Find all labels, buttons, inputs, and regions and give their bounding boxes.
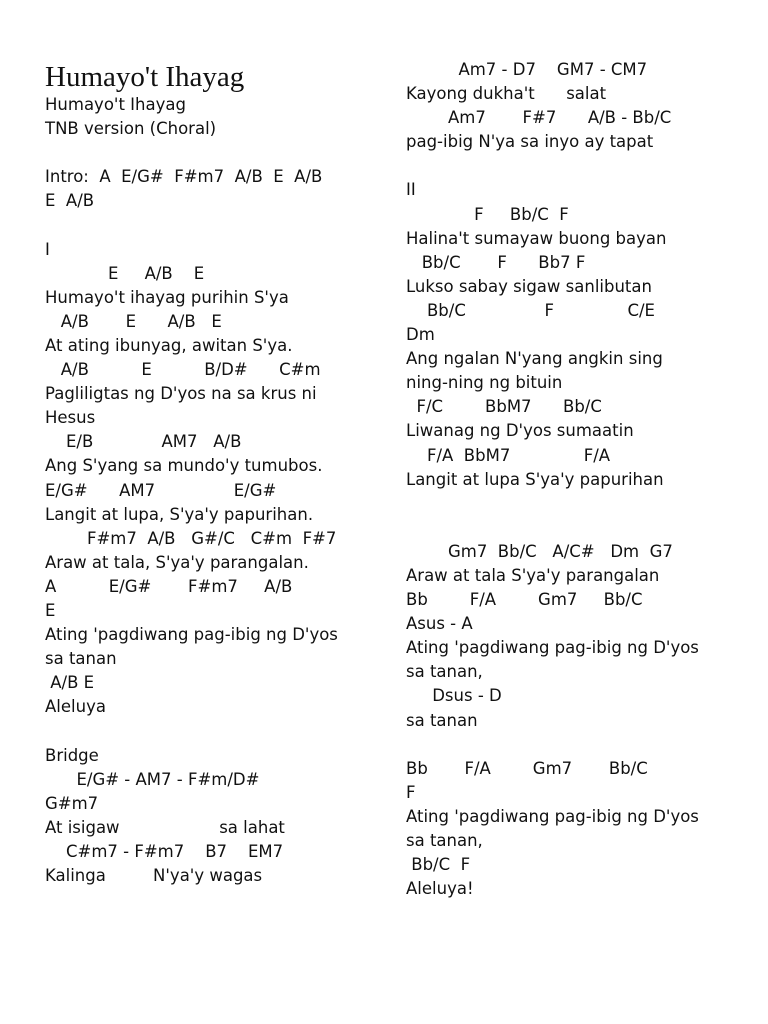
- chord-line: Bb/C F: [406, 855, 471, 875]
- chord-line: Dsus - D: [406, 686, 502, 706]
- section-label: I: [45, 239, 50, 259]
- blank-line: [406, 154, 756, 178]
- chord-line: E A/B: [45, 191, 95, 211]
- right-column: [406, 58, 756, 901]
- chord-line: Bb F/A Gm7 Bb/C: [406, 590, 643, 610]
- section-label: Bridge: [45, 745, 99, 765]
- lyric-line: Ang ngalan N'yang angkin sing: [406, 349, 663, 369]
- lyric-line: Lukso sabay sigaw sanlibutan: [406, 276, 652, 296]
- lyric-line: Pagliligtas ng D'yos na sa krus ni: [45, 384, 317, 404]
- chord-line: F Bb/C F: [406, 204, 569, 224]
- chord-line: A/B E A/B E: [45, 311, 222, 331]
- lyric-line: Liwanag ng D'yos sumaatin: [406, 421, 634, 441]
- lyric-line: Araw at tala, S'ya'y parangalan.: [45, 552, 309, 572]
- lyric-line: pag-ibig N'ya sa inyo ay tapat: [406, 132, 654, 152]
- lyric-line: ning-ning ng bituin: [406, 373, 563, 393]
- chord-line: Bb/C F Bb7 F: [406, 252, 586, 272]
- chord-line: F#m7 A/B G#/C C#m F#7: [45, 528, 337, 548]
- blank-line: [45, 719, 385, 743]
- lyric-line: sa tanan,: [406, 831, 483, 850]
- lyric-line: Halina't sumayaw buong bayan: [406, 228, 667, 248]
- blank-line: [45, 213, 385, 237]
- chord-line: Bb/C F C/E: [406, 300, 655, 320]
- lyric-line: sa tanan,: [406, 662, 483, 682]
- chord-line: Asus - A: [406, 614, 473, 634]
- blank-line: [406, 733, 756, 757]
- chord-line: E A/B E: [45, 263, 205, 283]
- section-label: II: [406, 180, 416, 200]
- lyric-line: Kalinga N'ya'y wagas: [45, 866, 263, 885]
- chord-line: E/G# AM7 E/G#: [45, 480, 277, 500]
- lyric-line: Araw at tala S'ya'y parangalan: [406, 565, 660, 585]
- chord-line: A/B E: [45, 673, 95, 693]
- chord-line: Am7 - D7 GM7 - CM7: [406, 60, 648, 79]
- song-title: Humayo't Ihayag: [45, 61, 245, 93]
- chord-line: E: [45, 600, 56, 620]
- lyric-line: Ating 'pagdiwang pag-ibig ng D'yos: [406, 638, 699, 658]
- lyric-line: TNB version (Choral): [45, 119, 217, 139]
- lyric-line: Langit at lupa, S'ya'y papurihan.: [45, 504, 314, 524]
- lyric-line: At ating ibunyag, awitan S'ya.: [45, 335, 293, 355]
- lyric-line: Humayo't Ihayag: [45, 95, 186, 114]
- lyric-line: Aleluya: [45, 697, 106, 717]
- blank-line: [406, 492, 756, 516]
- chord-line: G#m7: [45, 793, 99, 813]
- lyric-line: Hesus: [45, 408, 96, 428]
- lyric-line: Humayo't ihayag purihin S'ya: [45, 287, 289, 307]
- left-column: [45, 93, 385, 888]
- chord-line: F: [406, 782, 416, 802]
- lyric-line: Aleluya!: [406, 879, 474, 899]
- chord-line: A/B E B/D# C#m: [45, 360, 321, 380]
- lyric-line: Kayong dukha't salat: [406, 84, 607, 104]
- chord-line: Gm7 Bb/C A/C# Dm G7: [406, 541, 673, 561]
- lyric-line: sa tanan: [45, 649, 117, 669]
- chord-line: C#m7 - F#m7 B7 EM7: [45, 841, 284, 861]
- chord-line: Intro: A E/G# F#m7 A/B E A/B: [45, 167, 323, 187]
- chord-line: A E/G# F#m7 A/B: [45, 576, 293, 596]
- blank-line: [406, 516, 756, 540]
- chord-line: E/G# - AM7 - F#m/D#: [45, 769, 260, 789]
- chord-line: Bb F/A Gm7 Bb/C: [406, 758, 648, 778]
- lyric-line: Langit at lupa S'ya'y papurihan: [406, 469, 664, 489]
- lyric-line: Ating 'pagdiwang pag-ibig ng D'yos: [406, 806, 699, 826]
- chord-line: Am7 F#7 A/B - Bb/C: [406, 108, 672, 128]
- lyric-line: At isigaw sa lahat: [45, 817, 285, 837]
- blank-line: [45, 141, 385, 165]
- chord-line: F/A BbM7 F/A: [406, 445, 611, 465]
- lyric-line: Ang S'yang sa mundo'y tumubos.: [45, 456, 323, 476]
- chord-line: Dm: [406, 325, 435, 345]
- lyric-line: Ating 'pagdiwang pag-ibig ng D'yos: [45, 625, 338, 645]
- chord-line: F/C BbM7 Bb/C: [406, 397, 602, 417]
- lyric-line: sa tanan: [406, 710, 478, 730]
- chord-line: E/B AM7 A/B: [45, 432, 242, 452]
